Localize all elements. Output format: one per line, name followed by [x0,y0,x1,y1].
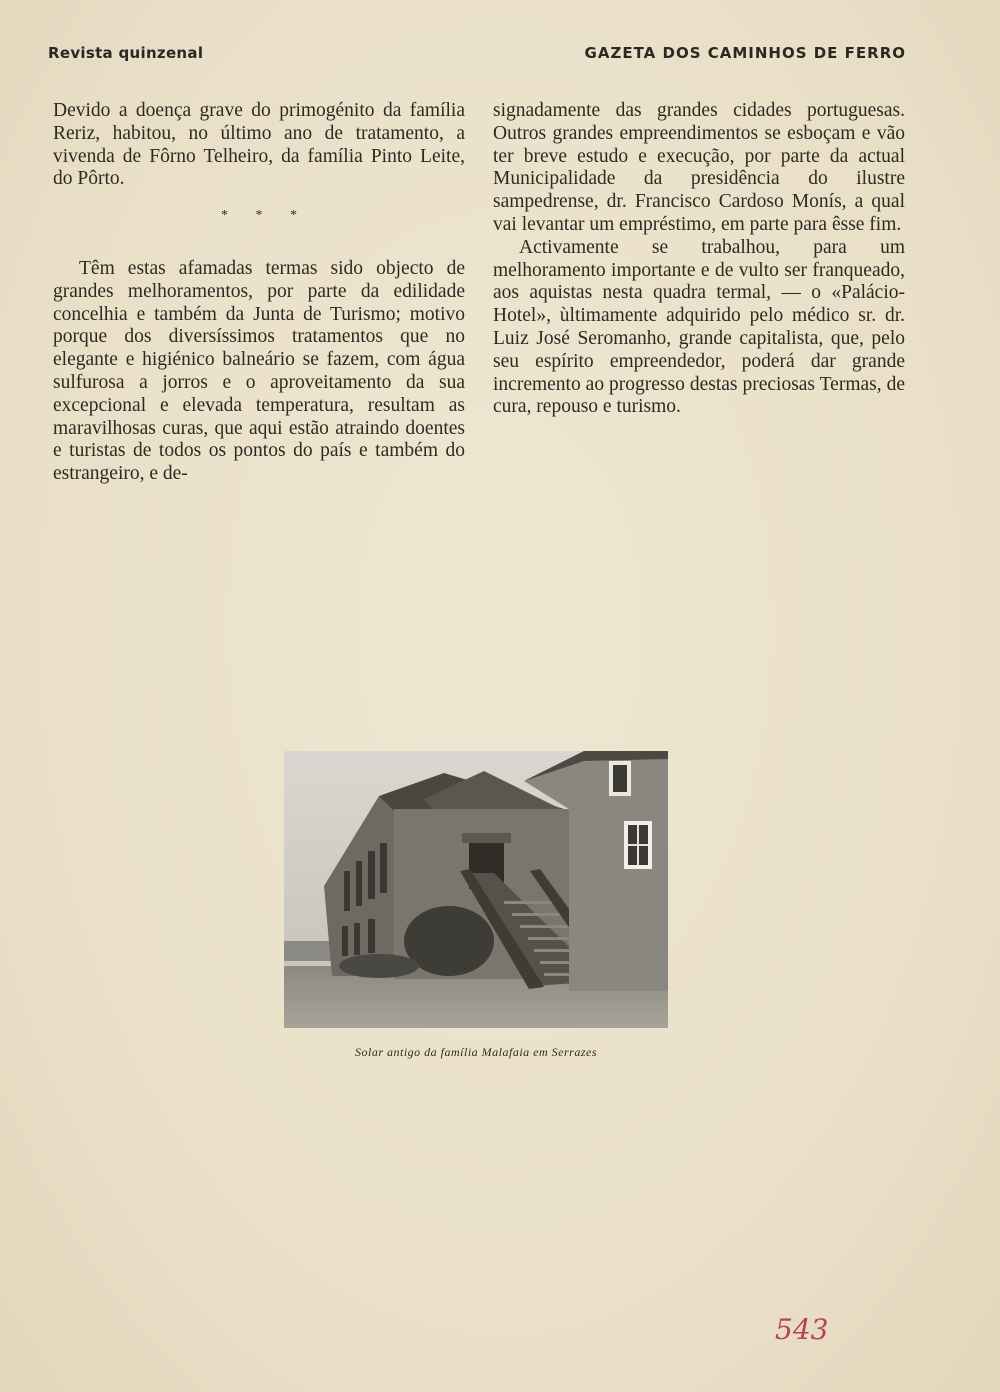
text-column-right [493,100,905,419]
paragraph: signadamente das grandes cidades portuguesas. Outros grandes empreendimentos se esboçam e vão ter breve estudo e execução, por parte da actual Municipalidade da presidência do ilustre sampedrense, dr. Francisco Cardoso Monís, a qual vai levantar um empréstimo, em parte para êsse fim. [493,100,905,235]
page-number: 543 [775,1313,829,1346]
text-column-left [53,100,465,486]
section-separator: * * * [221,208,309,224]
photo-caption: Solar antigo da família Malafaia em Serrazes [355,1045,597,1059]
paragraph: Activamente se trabalhou, para um melhoramento importante e de vulto ser franqueado, aos aquistas nesta quadra termal, — o «Palácio-Hotel», ùltimamente adquirido pelo médico sr. dr. Luiz José Seromanho, grande capitalista, que, pelo seu espírito empreendedor, poderá dar grande incremento ao progresso destas preciosas Termas, de cura, repouso e turismo. [493,236,905,418]
paragraph: Têm estas afamadas termas sido objecto de grandes melhoramentos, por parte da edilidade concelhia e também da Junta de Turismo; motivo porque dos diversíssimos tratamentos que no elegante e higiénico balneário se fazem, com água sulfurosa a jorros e o aproveitamento da sua excepcional e elevada temperatura, resultam as maravilhosas curas, que aqui estão atraindo doentes e turistas de todos os pontos do país e também do estrangeiro, e de- [53,257,465,485]
running-header-left: Revista quinzenal [48,44,204,62]
manor-house-photo [284,751,668,1028]
running-header-right: GAZETA DOS CAMINHOS DE FERRO [584,44,906,62]
paragraph: Devido a doença grave do primogénito da família Reriz, habitou, no último ano de tratamento, a vivenda de Fôrno Telheiro, da família Pinto Leite, do Pôrto. [53,100,465,190]
